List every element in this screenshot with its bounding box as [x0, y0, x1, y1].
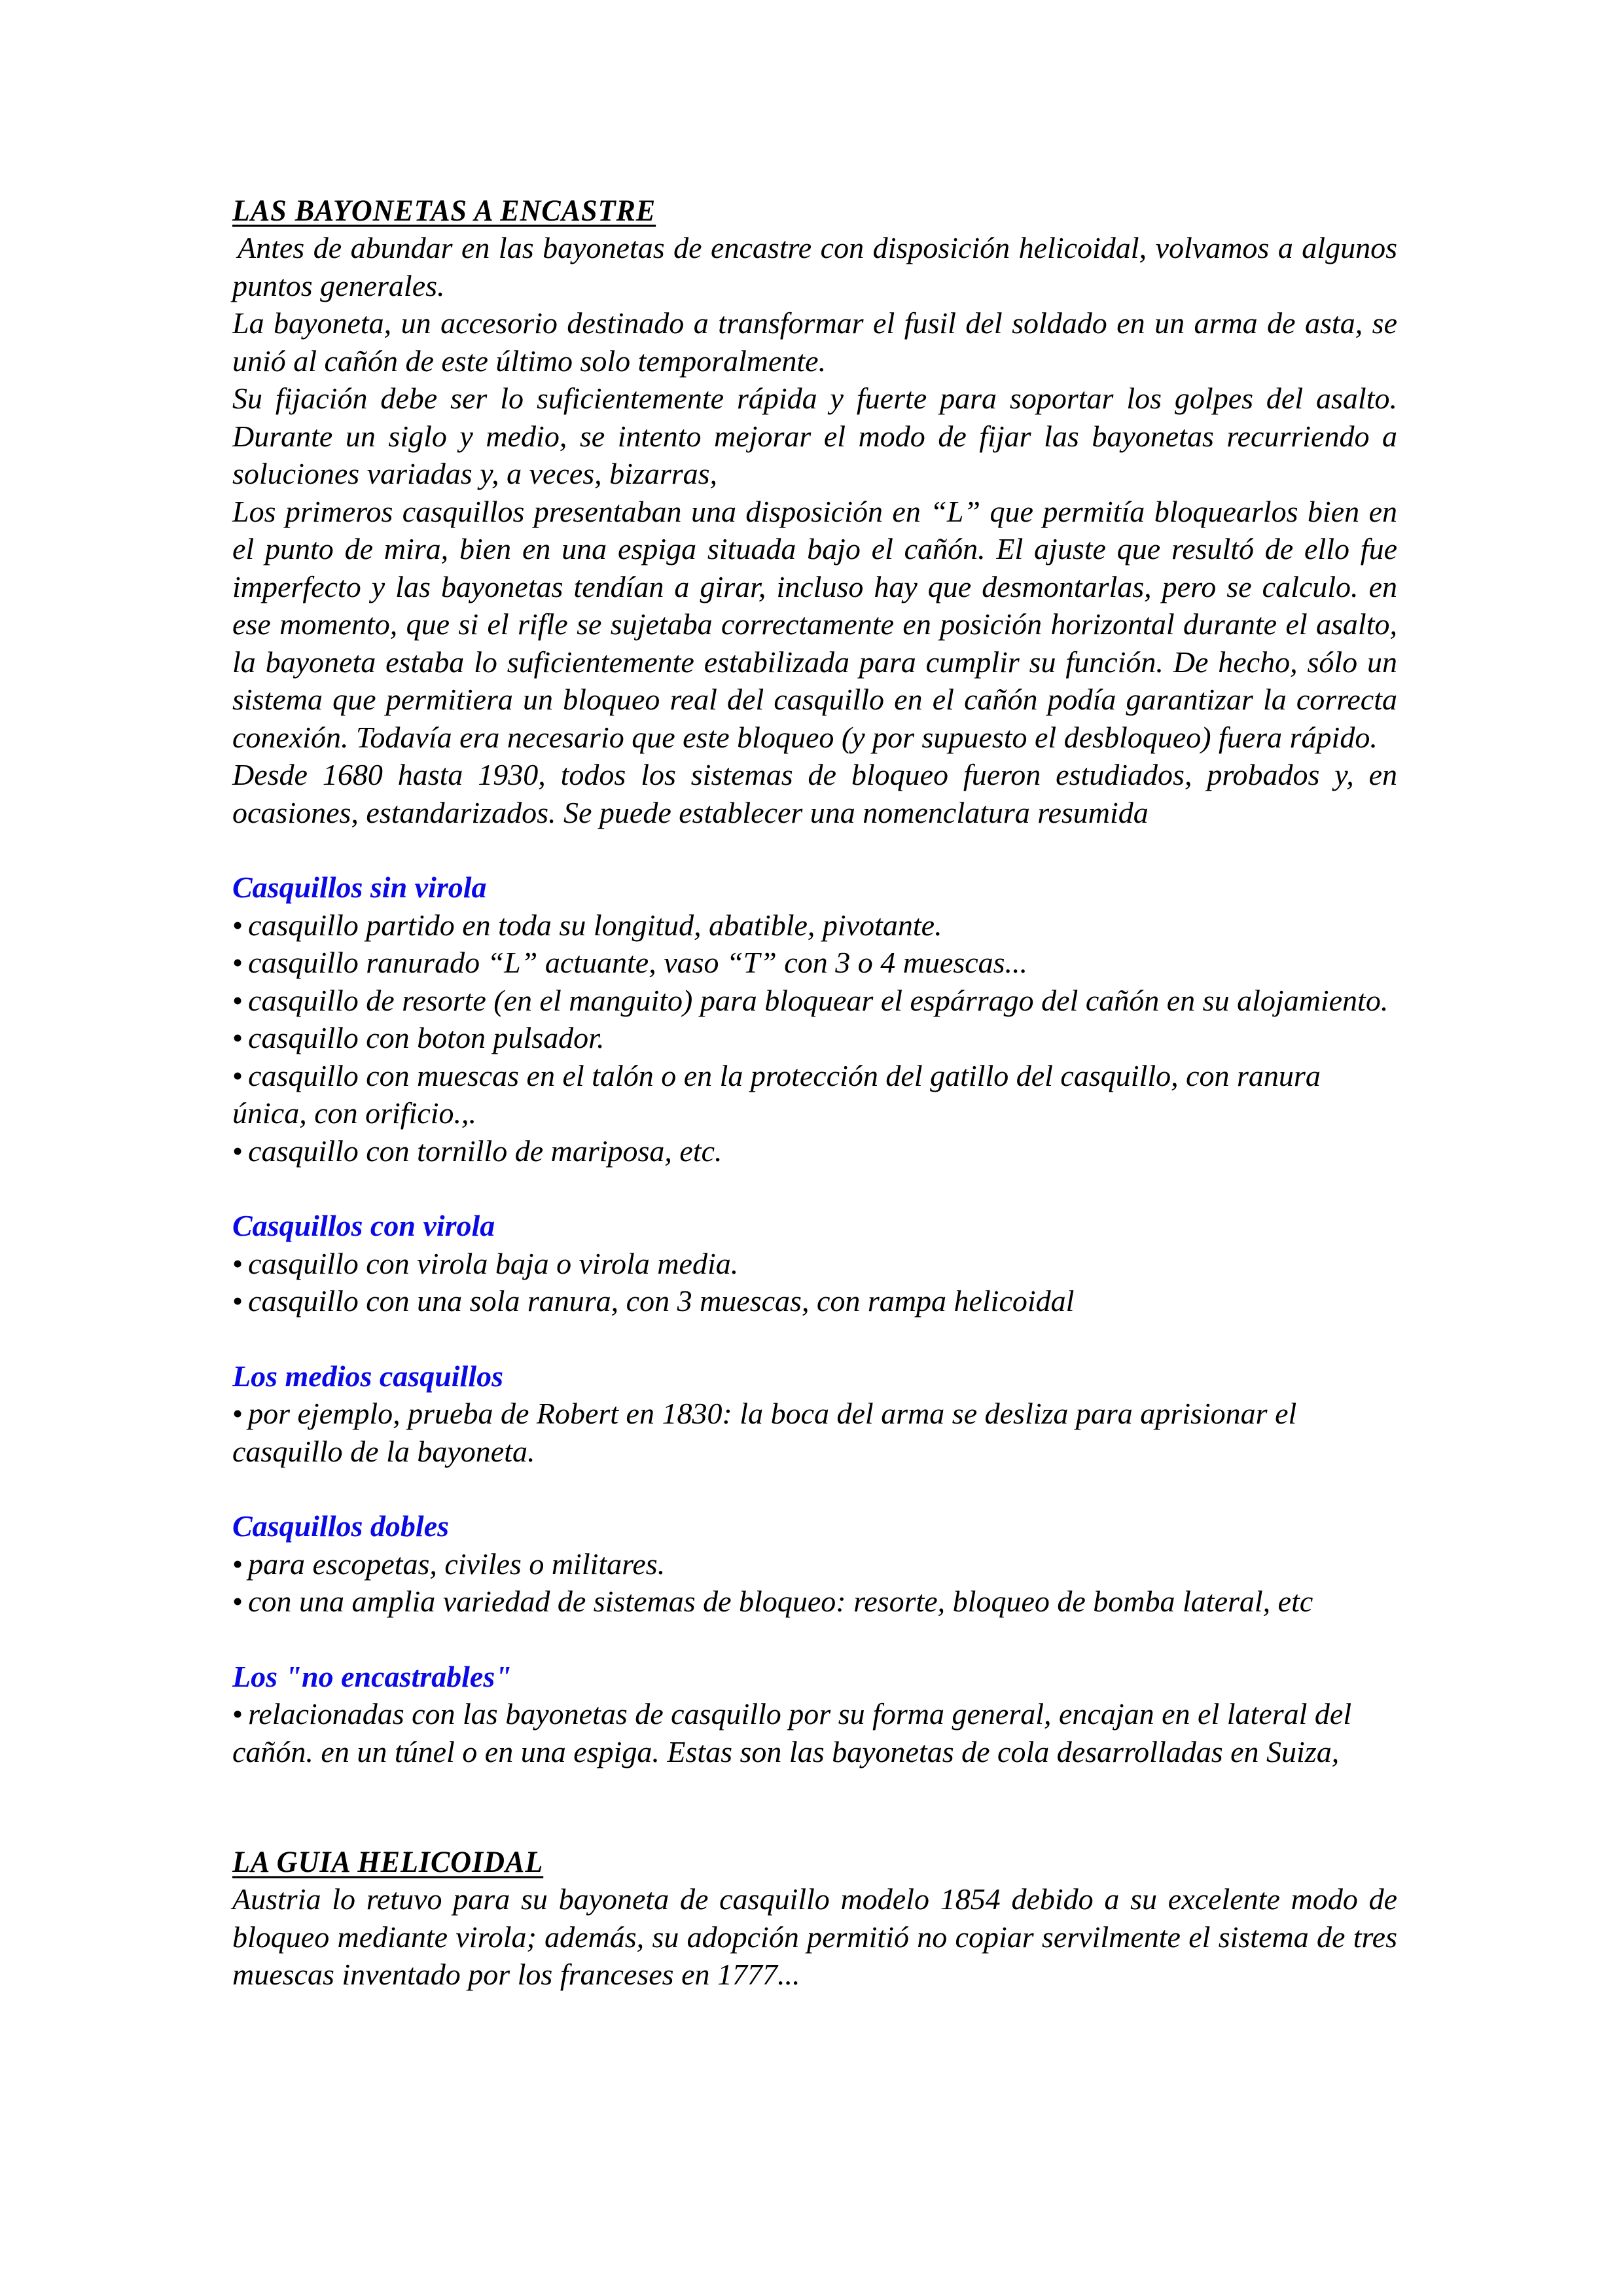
- list-item: [232, 1057, 1397, 1132]
- list-item: [232, 944, 1397, 982]
- bullet-icon: •: [232, 1134, 243, 1168]
- spacer: [232, 1470, 1397, 1507]
- list-item-text: relacionadas con las bayonetas de casquillo por su forma general, encajan en el lateral del cañón. en un túnel o en una espiga. Estas son las bayonetas de cola desarrolladas en Suiza,: [232, 1697, 1352, 1768]
- intro-paragraph: Antes de abundar en las bayonetas de encastre con disposición helicoidal, volvamos a algunos puntos generales.: [232, 231, 1397, 302]
- list-item: [232, 1395, 1397, 1470]
- list-item-text: por ejemplo, prueba de Robert en 1830: la boca del arma se desliza para aprisionar el casquillo de la bayoneta.: [232, 1397, 1297, 1468]
- spacer: [232, 831, 1397, 869]
- list-medios-casquillos: [232, 1395, 1397, 1470]
- list-item: [232, 1282, 1397, 1320]
- list-item: [232, 1545, 1397, 1583]
- section-heading-guia-helicoidal: LA GUIA HELICOIDAL: [232, 1845, 544, 1879]
- bullet-icon: •: [232, 1397, 243, 1430]
- paragraph-primeros-casquillos: Los primeros casquillos presentaban una disposición en “L” que permitía bloquearlos bien en el punto de mira, bien en una espiga situada bajo el cañón. El ajuste que resultó de ello fue imperfecto y las bayonetas tendían a girar, incluso hay que desmontarlas, pero se calculo. en ese momento, que si el rifle se sujetaba correctamente en posición horizontal durante el asalto, la bayoneta estaba lo suficientemente estabilizada para cumplir su función. De hecho, sólo un sistema que permitiera un bloqueo real del casquillo en el cañón podía garantizar la correcta conexión. Todavía era necesario que este bloqueo (y por supuesto el desbloqueo) fuera rápido.: [232, 494, 1397, 754]
- subheading-no-encastrables: Los "no encastrables": [232, 1659, 512, 1693]
- bullet-icon: •: [232, 1246, 243, 1280]
- list-item-text: casquillo de resorte (en el manguito) para bloquear el espárrago del cañón en su alojamiento.: [248, 983, 1389, 1017]
- subheading-casquillos-sin-virola: Casquillos sin virola: [232, 870, 487, 904]
- subheading-casquillos-dobles: Casquillos dobles: [232, 1509, 450, 1543]
- list-item-text: casquillo partido en toda su longitud, abatible, pivotante.: [248, 908, 942, 942]
- section-heading-bayonetas-encastre: LAS BAYONETAS A ENCASTRE: [232, 194, 656, 228]
- bullet-icon: •: [232, 1585, 243, 1618]
- bullet-icon: •: [232, 1284, 243, 1318]
- spacer: [232, 1320, 1397, 1357]
- list-item-text: casquillo con boton pulsador.: [248, 1021, 605, 1054]
- list-no-encastrables: [232, 1695, 1397, 1770]
- list-item-text: casquillo con muescas en el talón o en la protección del gatillo del casquillo, con ranura única, con orificio.,.: [232, 1058, 1321, 1130]
- list-item: [232, 906, 1397, 944]
- list-item-text: para escopetas, civiles o militares.: [248, 1547, 666, 1581]
- list-item: [232, 1583, 1397, 1621]
- list-item-text: casquillo con virola baja o virola media.: [248, 1246, 739, 1280]
- paragraph-fijacion: Su fijación debe ser lo suficientemente rápida y fuerte para soportar los golpes del asalto. Durante un siglo y medio, se intento mejorar el modo de fijar las bayonetas recurriendo a soluciones variadas y, a veces, bizarras,: [232, 382, 1397, 490]
- paragraph-desde-1680: Desde 1680 hasta 1930, todos los sistemas de bloqueo fueron estudiados, probados y, en ocasiones, estandarizados. Se puede establecer una nomenclatura resumida: [232, 758, 1397, 829]
- list-item: [232, 1019, 1397, 1057]
- paragraph-bayoneta-definition: La bayoneta, un accesorio destinado a transformar el fusil del soldado en un arma de asta, se unió al cañón de este último solo temporalmente.: [232, 306, 1397, 378]
- paragraph-austria: Austria lo retuvo para su bayoneta de casquillo modelo 1854 debido a su excelente modo de bloqueo mediante virola; además, su adopción permitió no copiar servilmente el sistema de tres muescas inventado por los franceses en 1777...: [232, 1882, 1397, 1991]
- document-page: [232, 191, 1397, 1994]
- list-casquillos-con-virola: [232, 1245, 1397, 1320]
- bullet-icon: •: [232, 1058, 243, 1092]
- bullet-icon: •: [232, 946, 243, 979]
- bullet-icon: •: [232, 983, 243, 1017]
- subheading-casquillos-con-virola: Casquillos con virola: [232, 1209, 495, 1242]
- spacer: [232, 1770, 1397, 1842]
- list-item-text: casquillo con una sola ranura, con 3 muescas, con rampa helicoidal: [248, 1284, 1075, 1318]
- list-item-text: casquillo con tornillo de mariposa, etc.: [248, 1134, 722, 1168]
- subheading-medios-casquillos: Los medios casquillos: [232, 1359, 504, 1393]
- list-item: [232, 1132, 1397, 1170]
- spacer: [232, 1621, 1397, 1658]
- list-item: [232, 1695, 1397, 1770]
- spacer: [232, 1170, 1397, 1207]
- bullet-icon: •: [232, 1021, 243, 1054]
- bullet-icon: •: [232, 1697, 243, 1731]
- list-item-text: casquillo ranurado “L” actuante, vaso “T” con 3 o 4 muescas...: [248, 946, 1028, 979]
- list-casquillos-sin-virola: [232, 906, 1397, 1170]
- list-item: [232, 1245, 1397, 1283]
- list-item: [232, 982, 1397, 1020]
- bullet-icon: •: [232, 1547, 243, 1581]
- list-casquillos-dobles: [232, 1545, 1397, 1621]
- list-item-text: con una amplia variedad de sistemas de bloqueo: resorte, bloqueo de bomba lateral, etc: [248, 1585, 1313, 1618]
- bullet-icon: •: [232, 908, 243, 942]
